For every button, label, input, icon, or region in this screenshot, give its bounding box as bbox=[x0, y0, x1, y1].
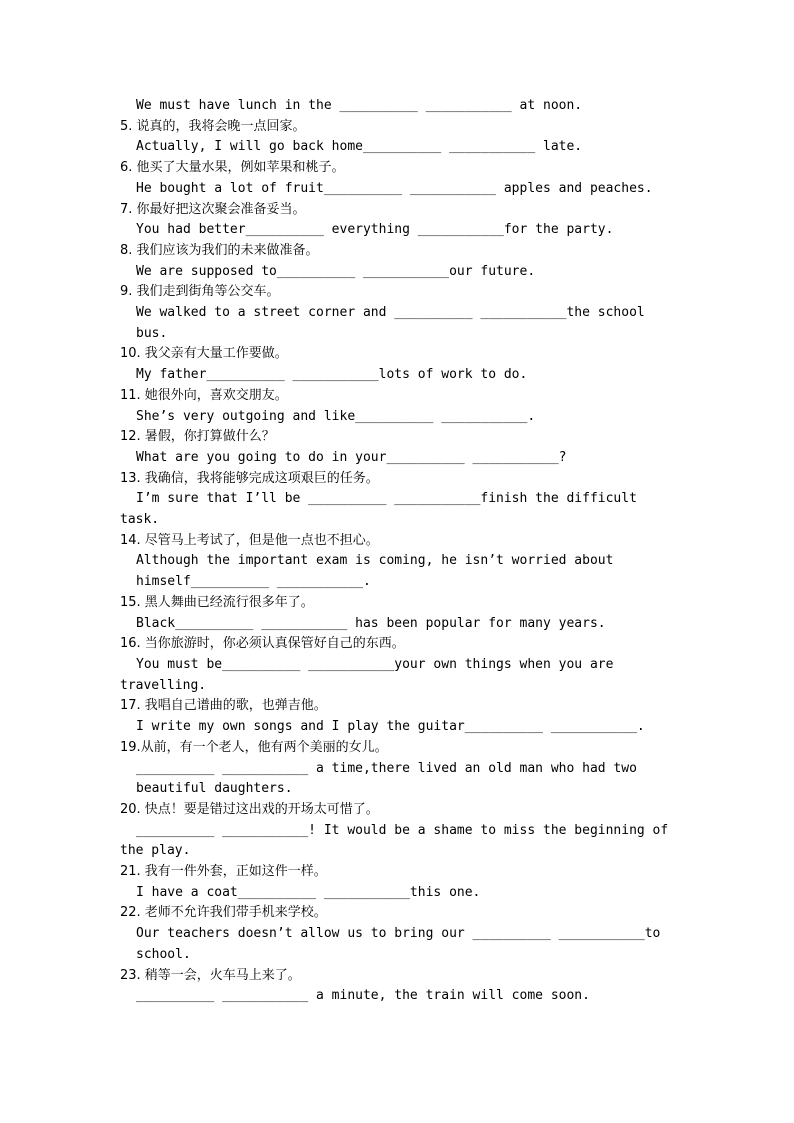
question-prompt: 10. 我父亲有大量工作要做。 bbox=[120, 346, 288, 362]
question-prompt: 22. 老师不允许我们带手机来学校。 bbox=[120, 905, 327, 921]
worksheet-page bbox=[120, 96, 676, 1007]
question-prompt: 5. 说真的，我将会晚一点回家。 bbox=[120, 118, 306, 134]
question-prompt: 17. 我唱自己谱曲的歌，也弹吉他。 bbox=[120, 698, 327, 714]
fill-in-sentence: Although the important exam is coming, he isn’t worried about bbox=[136, 553, 614, 569]
fill-in-sentence: __________ ___________ a minute, the train will come soon. bbox=[136, 988, 590, 1004]
question-prompt: 15. 黑人舞曲已经流行很多年了。 bbox=[120, 594, 314, 610]
fill-in-sentence: Black__________ ___________ has been popular for many years. bbox=[136, 615, 606, 631]
fill-in-sentence: We must have lunch in the __________ ___________ at noon. bbox=[136, 98, 583, 113]
fill-in-sentence: I write my own songs and I play the guitar__________ ___________. bbox=[136, 719, 645, 735]
fill-in-sentence: bus. bbox=[136, 325, 168, 341]
question-prompt: 11. 她很外向，喜欢交朋友。 bbox=[120, 387, 288, 403]
question-prompt: 6. 他买了大量水果，例如苹果和桃子。 bbox=[120, 160, 345, 176]
question-prompt: 7. 你最好把这次聚会准备妥当。 bbox=[120, 201, 306, 217]
question-prompt: 14. 尽管马上考试了，但是他一点也不担心。 bbox=[120, 532, 379, 548]
fill-in-sentence: __________ ___________! It would be a shame to miss the beginning of bbox=[136, 822, 669, 838]
sentence-continuation: the play. bbox=[120, 843, 191, 859]
fill-in-sentence: I’m sure that I’ll be __________ ___________finish the difficult bbox=[136, 491, 637, 507]
fill-in-sentence: We walked to a street corner and __________ ___________the school bbox=[136, 305, 645, 321]
fill-in-sentence: You had better__________ everything ___________for the party. bbox=[136, 222, 614, 238]
fill-in-sentence: himself__________ ___________. bbox=[136, 574, 371, 590]
question-prompt: 12. 暑假，你打算做什么？ bbox=[120, 429, 275, 445]
fill-in-sentence: school. bbox=[136, 946, 191, 962]
question-prompt: 20. 快点！要是错过这出戏的开场太可惜了。 bbox=[120, 801, 379, 817]
question-prompt: 13. 我确信，我将能够完成这项艰巨的任务。 bbox=[120, 470, 379, 486]
fill-in-sentence: We are supposed to__________ ___________our future. bbox=[136, 263, 536, 279]
fill-in-sentence: I have a coat__________ ___________this one. bbox=[136, 884, 481, 900]
sentence-continuation: travelling. bbox=[120, 677, 207, 693]
fill-in-sentence: What are you going to do in your__________ ___________? bbox=[136, 449, 567, 465]
question-prompt: 16. 当你旅游时，你必须认真保管好自己的东西。 bbox=[120, 636, 405, 652]
fill-in-sentence: My father__________ ___________lots of work to do. bbox=[136, 367, 528, 383]
fill-in-sentence: Our teachers doesn’t allow us to bring our __________ ___________to bbox=[136, 926, 661, 942]
exercise-list bbox=[120, 96, 676, 1007]
fill-in-sentence: Actually, I will go back home__________ ___________ late. bbox=[136, 139, 583, 155]
fill-in-sentence: She’s very outgoing and like__________ ___________. bbox=[136, 408, 536, 424]
sentence-continuation: task. bbox=[120, 512, 160, 528]
fill-in-sentence: __________ ___________ a time,there lived an old man who had two bbox=[136, 760, 637, 776]
fill-in-sentence: He bought a lot of fruit__________ ___________ apples and peaches. bbox=[136, 180, 653, 196]
question-prompt: 23. 稍等一会，火车马上来了。 bbox=[120, 967, 301, 983]
fill-in-sentence: You must be__________ ___________your own things when you are bbox=[136, 656, 614, 672]
question-prompt: 21. 我有一件外套，正如这件一样。 bbox=[120, 864, 327, 880]
question-prompt: 8. 我们应该为我们的未来做准备。 bbox=[120, 242, 319, 258]
fill-in-sentence: beautiful daughters. bbox=[136, 781, 293, 797]
question-prompt: 19.从前，有一个老人，他有两个美丽的女儿。 bbox=[120, 739, 388, 755]
question-prompt: 9. 我们走到街角等公交车。 bbox=[120, 284, 280, 300]
